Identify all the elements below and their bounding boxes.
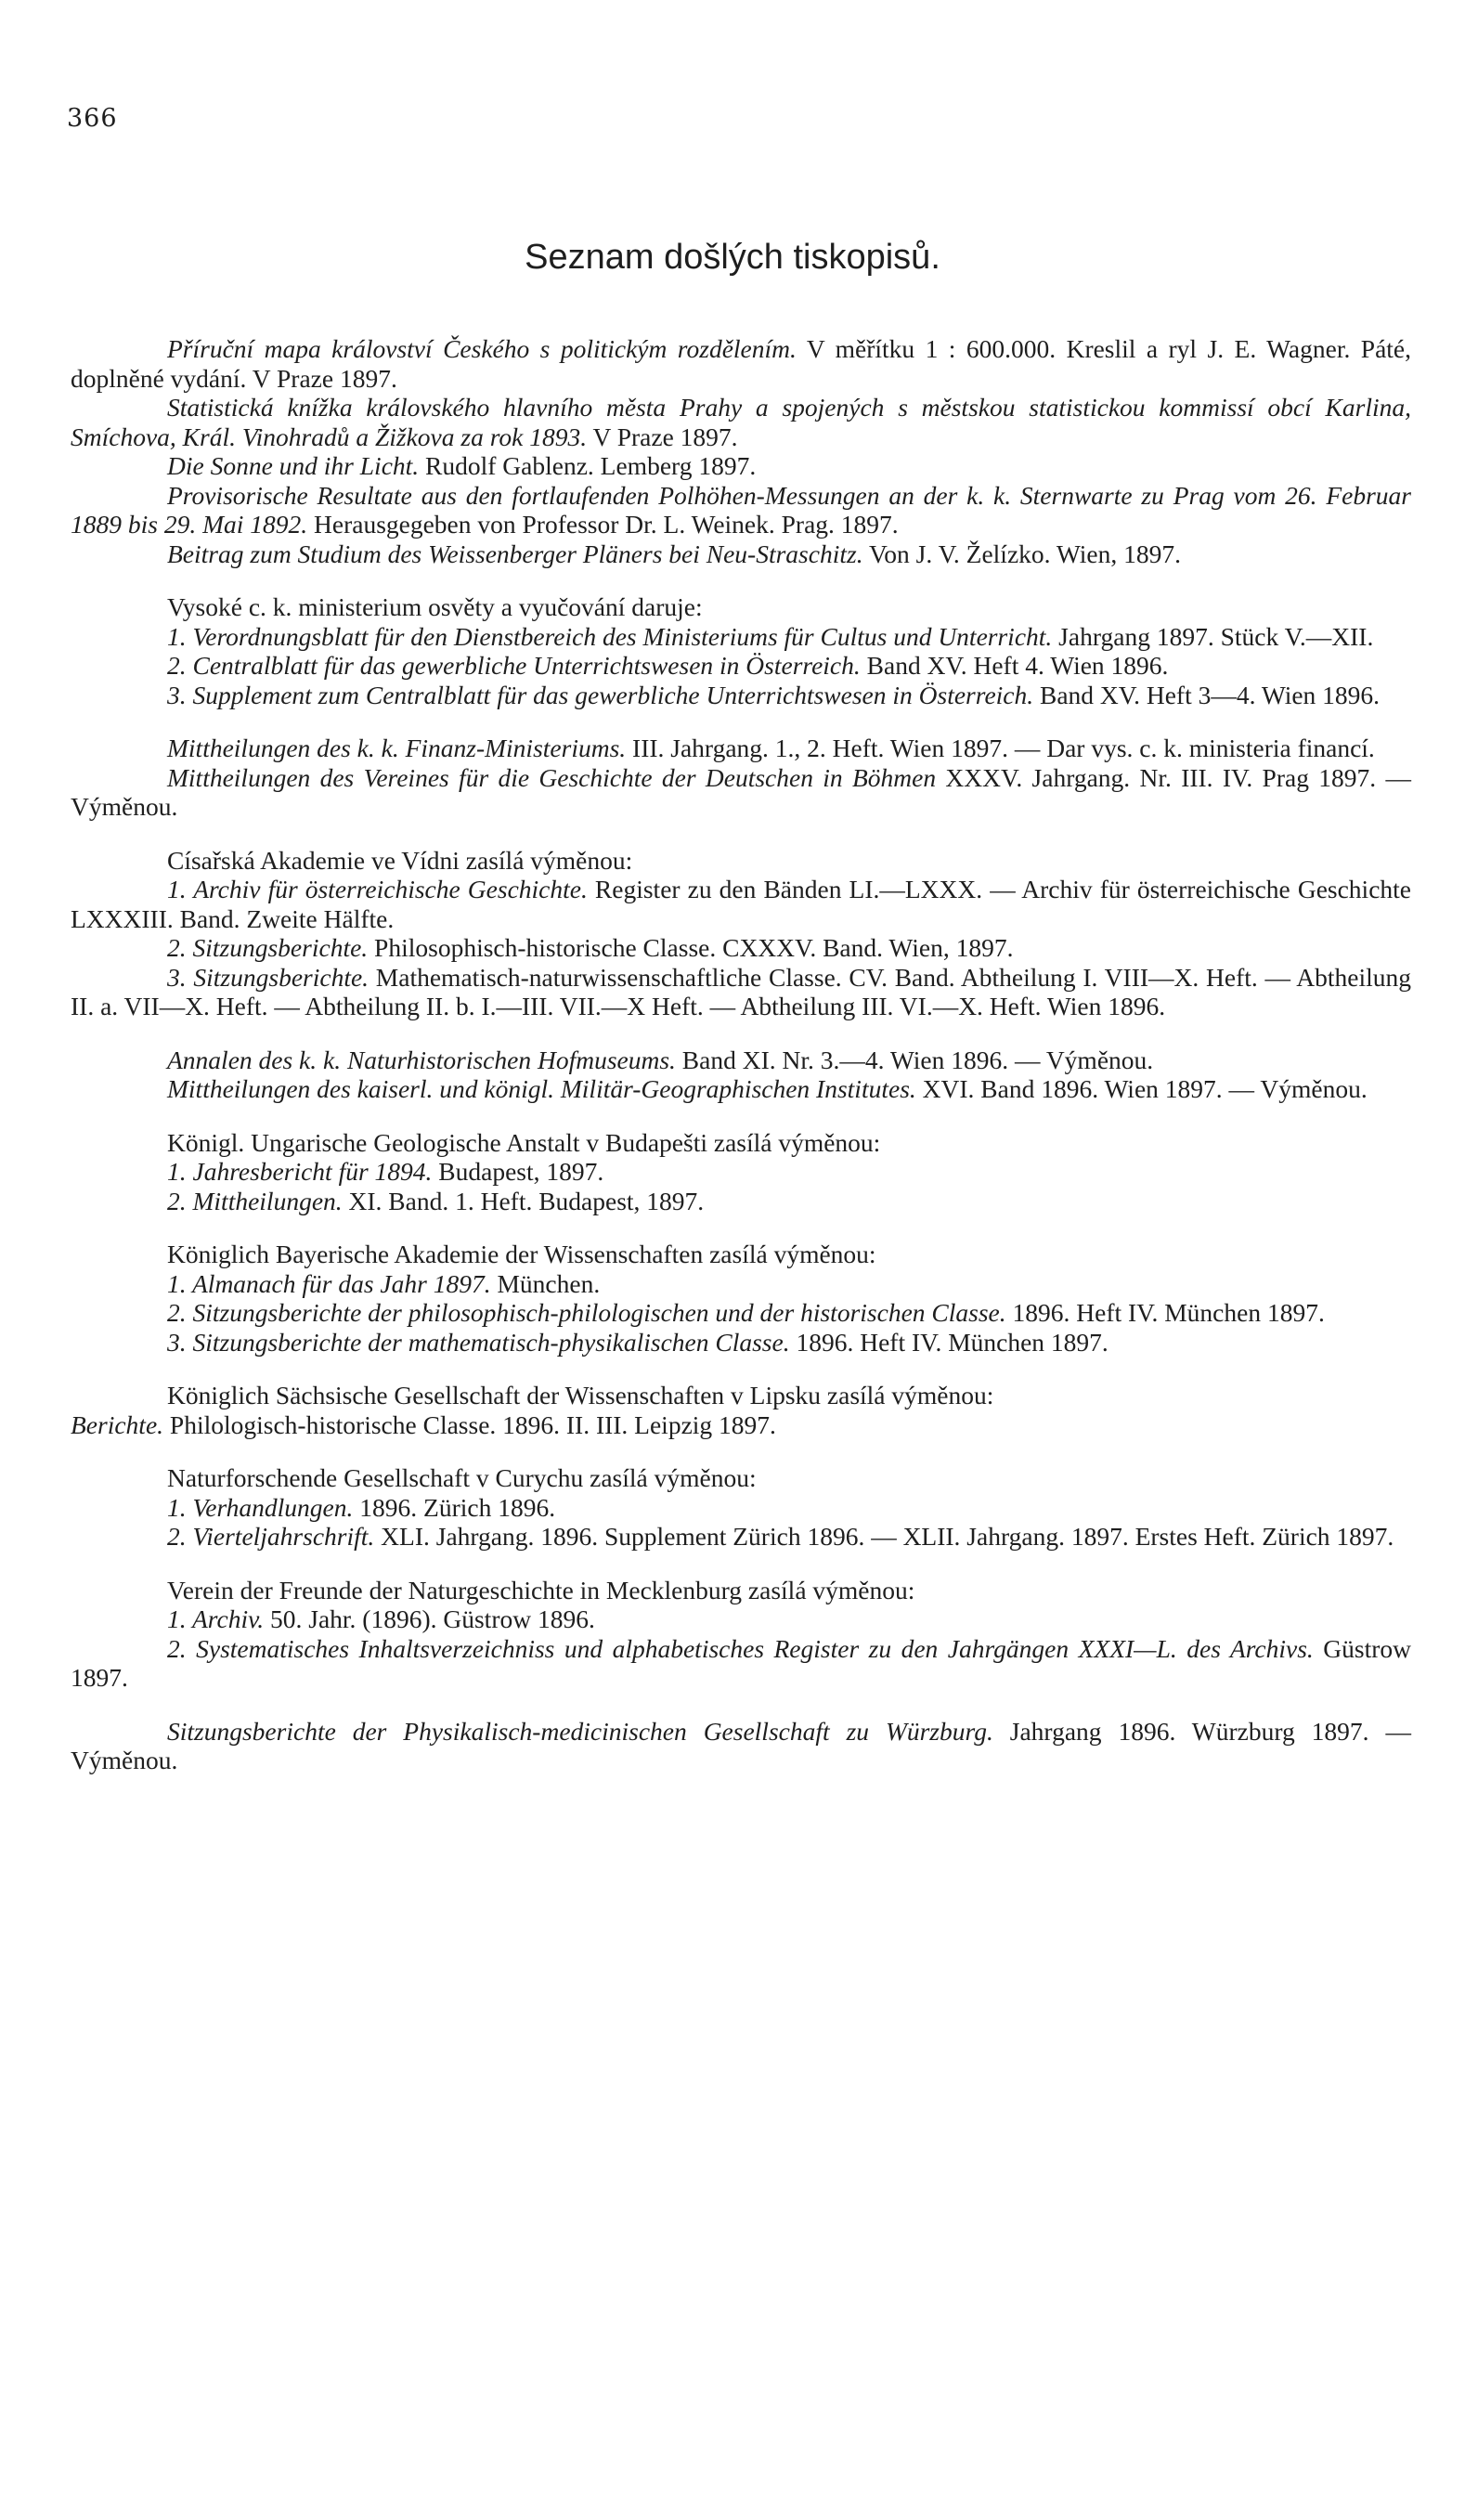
entry-title: 2. Centralblatt für das gewerbliche Unterrichtswesen in Österreich.	[167, 651, 861, 680]
entry	[71, 1128, 1411, 1158]
entry-text: Verein der Freunde der Naturgeschichte in Mecklenburg zasílá výměnou:	[167, 1575, 915, 1604]
entry	[71, 846, 1411, 876]
entry-title: 3. Supplement zum Centralblatt für das gewerbliche Unterrichtswesen in Österreich.	[167, 680, 1034, 709]
entry-title: Berichte.	[71, 1409, 164, 1439]
entry-text: Band XI. Nr. 3.—4. Wien 1896. — Výměnou.	[675, 1045, 1154, 1074]
entry-group	[71, 1576, 1411, 1693]
entry	[71, 1493, 1411, 1523]
entry-text: Rudolf Gablenz. Lemberg 1897.	[419, 451, 757, 480]
entry	[71, 481, 1411, 539]
entry	[71, 1463, 1411, 1493]
entry-text: München.	[490, 1268, 601, 1298]
entry-title: 1. Jahresbericht für 1894.	[167, 1157, 433, 1186]
entry-title: 1. Archiv.	[167, 1604, 265, 1633]
entry	[71, 1240, 1411, 1269]
entry-text: Naturforschende Gesellschaft v Curychu zasílá výměnou:	[167, 1463, 757, 1492]
entry-group	[71, 1381, 1411, 1439]
entry	[71, 1157, 1411, 1187]
entries-list	[71, 334, 1411, 1799]
entry-text: Königlich Bayerische Akademie der Wissenschaften zasílá výměnou:	[167, 1240, 876, 1268]
entry-text: Jahrgang 1896. Würzburg 1897. — Výměnou.	[71, 1716, 1411, 1774]
entry-title: 3. Sitzungsberichte der mathematisch-physikalischen Classe.	[167, 1327, 790, 1357]
entry-text: Von J. V. Želízko. Wien, 1897.	[862, 539, 1181, 568]
entry-title: 2. Sitzungsberichte der philosophisch-philologischen und der historischen Classe.	[167, 1298, 1006, 1327]
entry	[71, 734, 1411, 763]
entry-title: Mittheilungen des k. k. Finanz-Ministeriums.	[167, 734, 627, 762]
entry-text: Budapest, 1897.	[432, 1157, 604, 1186]
entry-text: Band XV. Heft 3—4. Wien 1896.	[1033, 680, 1381, 709]
entry	[71, 451, 1411, 481]
entry-group	[71, 846, 1411, 1021]
entry-title: Mittheilungen des Vereines für die Geschichte der Deutschen in Böhmen	[167, 762, 937, 792]
entry-title: Příruční mapa království Českého s politickým rozdělením.	[167, 334, 797, 363]
entry-title: 1. Archiv für österreichische Geschichte.	[167, 875, 588, 903]
entry-title: Mittheilungen des kaiserl. und königl. Militär-Geographischen Institutes.	[167, 1074, 916, 1103]
entry-text: 1896. Zürich 1896.	[353, 1492, 556, 1522]
entry-text: XXXV. Jahrgang. Nr. III. IV. Prag 1897. — Výměnou.	[71, 762, 1411, 821]
entry	[71, 963, 1411, 1021]
entry-text: Philologisch-historische Classe. 1896. II. III. Leipzig 1897.	[163, 1409, 776, 1439]
entry-text: V Praze 1897.	[587, 422, 738, 451]
entry-text: 50. Jahr. (1896). Güstrow 1896.	[264, 1604, 595, 1633]
entry-text: Císařská Akademie ve Vídni zasílá výměnou:	[167, 845, 633, 875]
entry	[71, 1717, 1411, 1775]
entry-text: Register zu den Bänden LI.—LXXX. — Archiv für österreichische Geschichte LXXXIII. Band. Zweite Hälfte.	[71, 875, 1412, 933]
entry	[71, 1576, 1411, 1605]
entry	[71, 1522, 1411, 1552]
entry-title: 2. Vierteljahrschrift.	[167, 1522, 375, 1551]
entry-text: Jahrgang 1897. Stück V.—XII.	[1052, 621, 1374, 651]
entry	[71, 1381, 1411, 1410]
entry-text: 1896. Heft IV. München 1897.	[789, 1327, 1108, 1357]
entry-text: Mathematisch-naturwissenschaftliche Classe. CV. Band. Abtheilung I. VIII—X. Heft. — Abtheilung II. a. VII—X. Heft. — Abtheilung II. b. I.—III. VII.—X Heft. — Abtheilung III. VI.—X. Heft. Wien 1896.	[71, 962, 1411, 1020]
entry	[71, 592, 1411, 622]
entry-text: Güstrow 1897.	[71, 1633, 1411, 1692]
entry	[71, 1187, 1411, 1216]
entry-group	[71, 1128, 1411, 1216]
entry	[71, 1410, 1411, 1440]
entry-text: XVI. Band 1896. Wien 1897. — Výměnou.	[915, 1074, 1368, 1103]
entry-group	[71, 1463, 1411, 1552]
entry	[71, 1046, 1411, 1075]
entry-title: Die Sonne und ihr Licht.	[167, 451, 420, 480]
entry-title: Beitrag zum Studium des Weissenberger Pläners bei Neu-Straschitz.	[167, 539, 863, 568]
entry	[71, 622, 1411, 652]
entry-group	[71, 1717, 1411, 1775]
entry-group	[71, 734, 1411, 822]
entry-title: 2. Sitzungsberichte.	[167, 933, 369, 962]
entry-group	[71, 1046, 1411, 1104]
entry-text: Band XV. Heft 4. Wien 1896.	[860, 651, 1169, 680]
entry-text: Herausgegeben von Professor Dr. L. Weinek. Prag. 1897.	[307, 510, 899, 539]
entry	[71, 933, 1411, 963]
entry-title: 2. Systematisches Inhaltsverzeichniss und alphabetisches Register zu den Jahrgängen XXXI—L. des Archivs.	[167, 1633, 1314, 1663]
entry-group	[71, 592, 1411, 709]
entry-text: XI. Band. 1. Heft. Budapest, 1897.	[342, 1186, 705, 1215]
entry-title: Provisorische Resultate aus den fortlaufenden Polhöhen-Messungen an der k. k. Sternwarte zu Prag vom 26. Februar 1889 bis 29. Mai 1892.	[71, 480, 1411, 539]
entry-title: 1. Almanach für das Jahr 1897.	[167, 1268, 491, 1298]
entry-text: 1896. Heft IV. München 1897.	[1005, 1298, 1325, 1327]
entry-text: Vysoké c. k. ministerium osvěty a vyučování daruje:	[167, 592, 703, 621]
entry	[71, 334, 1411, 393]
entry-title: Annalen des k. k. Naturhistorischen Hofmuseums.	[167, 1045, 676, 1074]
entry-text: III. Jahrgang. 1., 2. Heft. Wien 1897. — Dar vys. c. k. ministeria financí.	[626, 734, 1375, 762]
entry	[71, 1328, 1411, 1357]
entry-title: 1. Verhandlungen.	[167, 1492, 354, 1522]
entry-group	[71, 334, 1411, 568]
page-title: Seznam došlých tiskopisů.	[525, 238, 940, 277]
entry-text: Königl. Ungarische Geologische Anstalt v Budapešti zasílá výměnou:	[167, 1127, 881, 1157]
entry	[71, 1634, 1411, 1693]
entry-title: Statistická knížka královského hlavního města Prahy a spojených s městskou statistickou kommissí obcí Karlina, Smíchova, Král. Vinohradů a Žižkova za rok 1893.	[71, 393, 1411, 451]
entry-title: 3. Sitzungsberichte.	[167, 962, 369, 992]
entry	[71, 1074, 1411, 1104]
page-number: 366	[67, 104, 118, 133]
entry	[71, 651, 1411, 681]
entry-title: Sitzungsberichte der Physikalisch-medicinischen Gesellschaft zu Würzburg.	[167, 1716, 993, 1746]
entry	[71, 875, 1411, 933]
entry-group	[71, 1240, 1411, 1357]
entry	[71, 539, 1411, 569]
entry-text: Königlich Sächsische Gesellschaft der Wissenschaften v Lipsku zasílá výměnou:	[167, 1381, 994, 1409]
entry-text: Philosophisch-historische Classe. CXXXV. Band. Wien, 1897.	[368, 933, 1014, 962]
entry	[71, 763, 1411, 822]
entry-title: 2. Mittheilungen.	[167, 1186, 343, 1215]
entry-title: 1. Verordnungsblatt für den Dienstbereich des Ministeriums für Cultus und Unterricht.	[167, 621, 1053, 651]
entry	[71, 1269, 1411, 1299]
entry	[71, 393, 1411, 451]
entry-text: XLI. Jahrgang. 1896. Supplement Zürich 1896. — XLII. Jahrgang. 1897. Erstes Heft. Zürich 1897.	[374, 1522, 1394, 1551]
entry	[71, 681, 1411, 710]
entry	[71, 1298, 1411, 1328]
entry	[71, 1604, 1411, 1634]
entry-text: V měřítku 1 : 600.000. Kreslil a ryl J. E. Wagner. Páté, doplněné vydání. V Praze 1897.	[71, 334, 1412, 393]
